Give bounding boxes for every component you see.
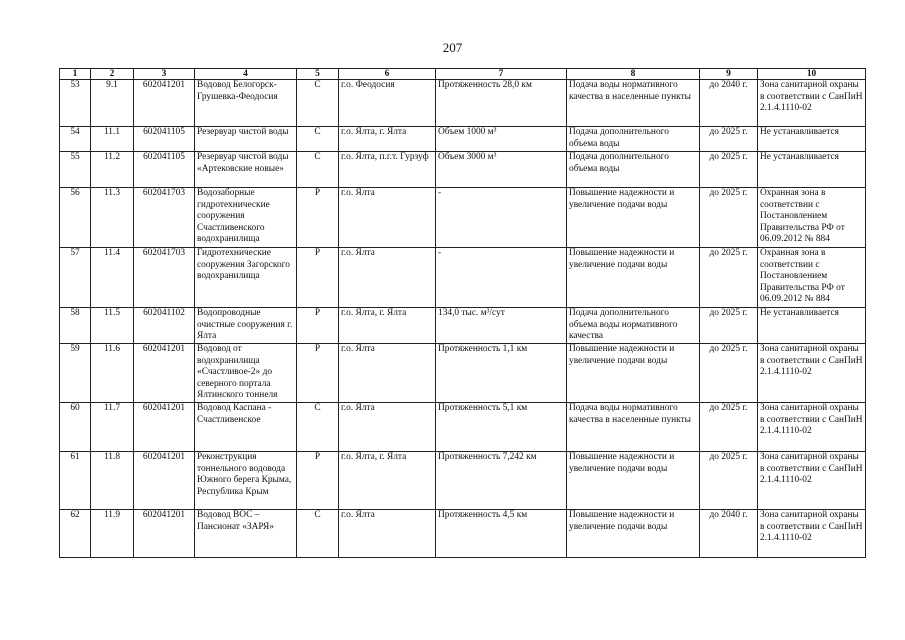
row-type: Р	[297, 344, 339, 403]
row-type: Р	[297, 248, 339, 308]
column-header: 1	[60, 69, 91, 80]
row-type: С	[297, 509, 339, 557]
column-header: 8	[567, 69, 700, 80]
column-header: 4	[195, 69, 297, 80]
row-term: до 2025 г.	[700, 402, 758, 451]
row-name: Резервуар чистой воды	[195, 127, 297, 152]
row-code: 11.1	[91, 127, 134, 152]
table-row	[60, 344, 866, 403]
row-oktmo: 602041703	[134, 248, 195, 308]
row-purpose: Повышение надежности и увеличение подачи воды	[567, 248, 700, 308]
row-code: 11.5	[91, 308, 134, 344]
row-term: до 2025 г.	[700, 152, 758, 188]
row-parameter: Протяженность 28,0 км	[436, 80, 567, 127]
column-header: 5	[297, 69, 339, 80]
row-zone: Зона санитарной охраны в соответствии с СанПиН 2.1.4.1110-02	[758, 402, 866, 451]
row-code: 9.1	[91, 80, 134, 127]
row-code: 11.4	[91, 248, 134, 308]
row-type: С	[297, 127, 339, 152]
row-name: Водовод ВОС – Пансионат «ЗАРЯ»	[195, 509, 297, 557]
row-zone: Не устанавливается	[758, 127, 866, 152]
row-name: Водовод Белогорск-Грушевка-Феодосия	[195, 80, 297, 127]
header-row	[60, 69, 866, 80]
page-number: 207	[442, 40, 463, 55]
row-oktmo: 602041201	[134, 509, 195, 557]
row-purpose: Подача воды нормативного качества в населенные пункты	[567, 80, 700, 127]
table-row	[60, 80, 866, 127]
row-parameter: Протяженность 7,242 км	[436, 451, 567, 509]
row-term: до 2025 г.	[700, 248, 758, 308]
row-name: Гидротехнические сооружения Загорского водохранилища	[195, 248, 297, 308]
table-row	[60, 248, 866, 308]
row-code: 11.9	[91, 509, 134, 557]
table-row	[60, 451, 866, 509]
row-parameter: Объем 3000 м³	[436, 152, 567, 188]
table-row	[60, 402, 866, 451]
row-term: до 2025 г.	[700, 127, 758, 152]
column-header: 9	[700, 69, 758, 80]
row-zone: Охранная зона в соответствии с Постановлением Правительства РФ от 06.09.2012 № 884	[758, 188, 866, 248]
row-purpose: Подача воды нормативного качества в населенные пункты	[567, 402, 700, 451]
row-term: до 2040 г.	[700, 509, 758, 557]
row-term: до 2025 г.	[700, 188, 758, 248]
table-row	[60, 509, 866, 557]
table-row	[60, 308, 866, 344]
row-number: 55	[60, 152, 91, 188]
row-code: 11.3	[91, 188, 134, 248]
row-oktmo: 602041105	[134, 152, 195, 188]
row-location: г.о. Ялта	[339, 188, 436, 248]
row-zone: Не устанавливается	[758, 308, 866, 344]
row-number: 60	[60, 402, 91, 451]
row-number: 61	[60, 451, 91, 509]
row-zone: Охранная зона в соответствии с Постановлением Правительства РФ от 06.09.2012 № 884	[758, 248, 866, 308]
row-code: 11.2	[91, 152, 134, 188]
row-parameter: 134,0 тыс. м³/сут	[436, 308, 567, 344]
row-name: Водозаборные гидротехнические сооружения Счастливенского водохранилища	[195, 188, 297, 248]
row-location: г.о. Ялта, г. Ялта	[339, 451, 436, 509]
row-code: 11.7	[91, 402, 134, 451]
row-type: Р	[297, 451, 339, 509]
row-name: Водопроводные очистные сооружения г. Ялта	[195, 308, 297, 344]
row-oktmo: 602041703	[134, 188, 195, 248]
row-oktmo: 602041201	[134, 402, 195, 451]
row-zone: Не устанавливается	[758, 152, 866, 188]
row-parameter: -	[436, 188, 567, 248]
row-purpose: Повышение надежности и увеличение подачи воды	[567, 344, 700, 403]
row-oktmo: 602041105	[134, 127, 195, 152]
column-header: 3	[134, 69, 195, 80]
table-row	[60, 152, 866, 188]
row-type: С	[297, 80, 339, 127]
row-type: Р	[297, 188, 339, 248]
row-term: до 2025 г.	[700, 308, 758, 344]
row-parameter: -	[436, 248, 567, 308]
row-parameter: Объем 1000 м³	[436, 127, 567, 152]
row-number: 58	[60, 308, 91, 344]
row-purpose: Подача дополнительного объема воды	[567, 152, 700, 188]
row-oktmo: 602041102	[134, 308, 195, 344]
row-oktmo: 602041201	[134, 451, 195, 509]
row-location: г.о. Ялта, г. Ялта	[339, 308, 436, 344]
row-term: до 2025 г.	[700, 344, 758, 403]
row-purpose: Повышение надежности и увеличение подачи воды	[567, 451, 700, 509]
column-header: 6	[339, 69, 436, 80]
column-header: 7	[436, 69, 567, 80]
row-code: 11.6	[91, 344, 134, 403]
table-row	[60, 188, 866, 248]
row-zone: Зона санитарной охраны в соответствии с СанПиН 2.1.4.1110-02	[758, 80, 866, 127]
row-type: Р	[297, 308, 339, 344]
row-name: Реконструкция тоннельного водовода Южного берега Крыма, Республика Крым	[195, 451, 297, 509]
row-code: 11.8	[91, 451, 134, 509]
row-purpose: Подача дополнительного объема воды нормативного качества	[567, 308, 700, 344]
row-number: 53	[60, 80, 91, 127]
row-location: г.о. Ялта	[339, 402, 436, 451]
row-name: Водовод от водохранилища «Счастливое-2» до северного портала Ялтинского тоннеля	[195, 344, 297, 403]
row-parameter: Протяженность 1,1 км	[436, 344, 567, 403]
row-parameter: Протяженность 5,1 км	[436, 402, 567, 451]
row-location: г.о. Ялта, г. Ялта	[339, 127, 436, 152]
row-type: С	[297, 152, 339, 188]
row-purpose: Повышение надежности и увеличение подачи воды	[567, 188, 700, 248]
row-location: г.о. Ялта	[339, 344, 436, 403]
row-location: г.о. Ялта	[339, 248, 436, 308]
row-location: г.о. Ялта, п.г.т. Гурзуф	[339, 152, 436, 188]
row-zone: Зона санитарной охраны в соответствии с СанПиН 2.1.4.1110-02	[758, 451, 866, 509]
table-row	[60, 127, 866, 152]
column-header: 2	[91, 69, 134, 80]
row-oktmo: 602041201	[134, 344, 195, 403]
row-number: 62	[60, 509, 91, 557]
row-location: г.о. Феодосия	[339, 80, 436, 127]
row-location: г.о. Ялта	[339, 509, 436, 557]
row-type: С	[297, 402, 339, 451]
row-name: Резервуар чистой воды «Артековские новые»	[195, 152, 297, 188]
row-parameter: Протяженность 4,5 км	[436, 509, 567, 557]
row-term: до 2040 г.	[700, 80, 758, 127]
row-term: до 2025 г.	[700, 451, 758, 509]
column-header: 10	[758, 69, 866, 80]
row-number: 59	[60, 344, 91, 403]
row-purpose: Повышение надежности и увеличение подачи воды	[567, 509, 700, 557]
row-name: Водовод Каспана - Счастливенское	[195, 402, 297, 451]
row-zone: Зона санитарной охраны в соответствии с СанПиН 2.1.4.1110-02	[758, 344, 866, 403]
row-purpose: Подача дополнительного объема воды	[567, 127, 700, 152]
objects-table	[59, 68, 866, 558]
row-number: 56	[60, 188, 91, 248]
row-number: 57	[60, 248, 91, 308]
row-oktmo: 602041201	[134, 80, 195, 127]
row-zone: Зона санитарной охраны в соответствии с СанПиН 2.1.4.1110-02	[758, 509, 866, 557]
row-number: 54	[60, 127, 91, 152]
